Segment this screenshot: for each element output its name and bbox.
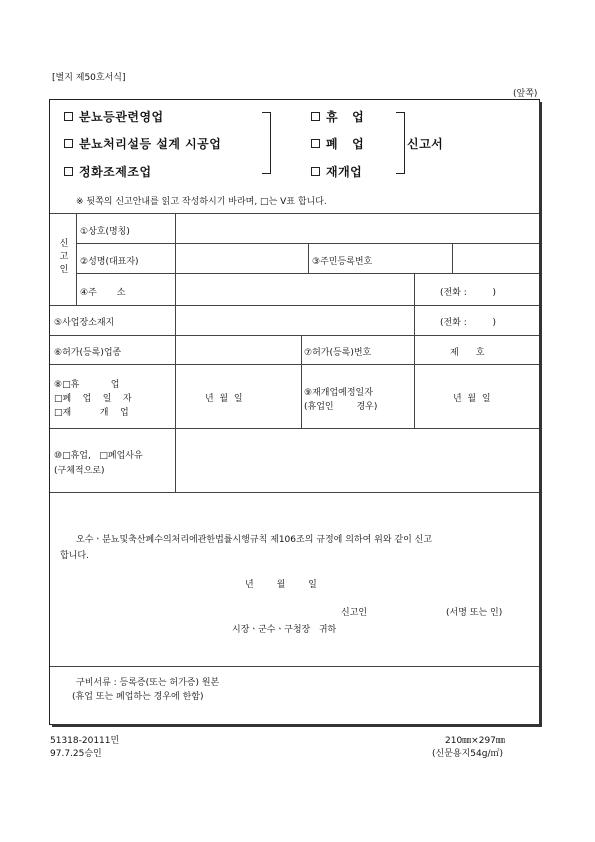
option-close[interactable] bbox=[311, 135, 364, 152]
reason-field[interactable] bbox=[178, 431, 536, 489]
license-type-label: ⑥허가(등록)업종 bbox=[54, 348, 122, 358]
rrn-field[interactable] bbox=[455, 246, 535, 271]
frame-shadow-bottom bbox=[52, 724, 542, 727]
page-side-label: (앞쪽) bbox=[513, 89, 538, 99]
applicant-phone[interactable]: (전화 : ) bbox=[440, 288, 497, 298]
rrn-label: ③주민등록번호 bbox=[312, 257, 373, 267]
checkbox[interactable] bbox=[64, 112, 73, 121]
checkbox[interactable] bbox=[311, 112, 320, 121]
form-title-suffix: 신고서 bbox=[407, 137, 444, 151]
declarant-label: 신고인 bbox=[341, 608, 368, 618]
reason-label: ⑩□휴업, □폐업사유 bbox=[54, 451, 143, 461]
business-phone[interactable]: (전화 : ) bbox=[440, 318, 497, 328]
attachments-note: (휴업 또는 폐업하는 경우에 한함) bbox=[72, 692, 204, 702]
declaration-statement: 오수ㆍ분뇨및축산폐수의처리에관한법률시행규칙 제106조의 규정에 의하여 위와 같이 신고 bbox=[76, 535, 433, 545]
address-label: ④주 소 bbox=[80, 288, 126, 298]
business-location-label: ⑤사업장소재지 bbox=[54, 318, 115, 328]
business-location-field[interactable] bbox=[178, 308, 410, 333]
checkbox[interactable] bbox=[311, 139, 320, 148]
option-suspend[interactable] bbox=[311, 108, 364, 125]
form-code: 51318-20111민 bbox=[50, 736, 120, 746]
license-type-field[interactable] bbox=[178, 338, 298, 362]
status-close-option[interactable]: □폐 업 일 자 bbox=[54, 394, 132, 404]
company-name-field[interactable] bbox=[178, 216, 536, 241]
checkbox[interactable] bbox=[64, 139, 73, 148]
option-label: 분뇨처리설등 설계 시공업 bbox=[79, 137, 222, 151]
paper-spec: (신문용지54g/㎡) bbox=[432, 749, 503, 759]
checkbox[interactable] bbox=[64, 167, 73, 176]
option-treatment-design[interactable] bbox=[64, 135, 221, 152]
option-label: 휴 업 bbox=[326, 110, 365, 124]
form-number: [별지 제50호서식] bbox=[52, 73, 126, 83]
checkbox[interactable] bbox=[311, 167, 320, 176]
representative-label: ②성명(대표자) bbox=[80, 257, 139, 267]
status-reopen-option[interactable]: □재 개 업 bbox=[54, 408, 129, 418]
reopen-date-label: ⑨재개업예정일자 bbox=[304, 388, 373, 398]
reopen-date-sublabel: (휴업인 경우) bbox=[304, 402, 378, 412]
option-label: 재개업 bbox=[326, 165, 363, 179]
attachments-line: 구비서류 : 등록증(또는 허가증) 원본 bbox=[76, 678, 220, 688]
reason-sublabel: (구체적으로) bbox=[54, 466, 105, 476]
option-septic-manufacture[interactable] bbox=[64, 163, 152, 180]
option-label: 분뇨등관련영업 bbox=[79, 110, 164, 124]
license-number-label: ⑦허가(등록)번호 bbox=[304, 348, 372, 358]
recipient-label: 시장ㆍ군수ㆍ구청장 귀하 bbox=[232, 625, 337, 635]
bracket-right bbox=[396, 112, 405, 174]
option-label: 정화조제조업 bbox=[79, 165, 152, 179]
representative-field[interactable] bbox=[178, 246, 304, 271]
frame-shadow-right bbox=[539, 102, 542, 727]
option-reopen[interactable] bbox=[311, 163, 362, 180]
license-number-field[interactable]: 제 호 bbox=[450, 348, 485, 358]
status-date-field[interactable]: 년 월 일 bbox=[205, 394, 243, 404]
declaration-statement-end: 합니다. bbox=[60, 551, 89, 561]
address-field[interactable] bbox=[178, 276, 410, 302]
company-name-label: ①상호(명칭) bbox=[80, 227, 130, 237]
reopen-date-field[interactable]: 년 월 일 bbox=[453, 394, 491, 404]
approval-date: 97.7.25승인 bbox=[50, 749, 102, 759]
applicant-group-label: 신 고 인 bbox=[59, 239, 69, 275]
paper-size: 210㎜×297㎜ bbox=[445, 736, 505, 746]
declaration-date[interactable]: 년 월 일 bbox=[245, 580, 317, 590]
signature-field[interactable]: (서명 또는 인) bbox=[446, 608, 503, 618]
instruction-text: ※ 뒷쪽의 신고안내를 읽고 작성하시기 바라며, □는 V표 합니다. bbox=[76, 197, 327, 207]
option-sewage-business[interactable] bbox=[64, 108, 164, 125]
option-label: 폐 업 bbox=[326, 137, 365, 151]
bracket-left bbox=[262, 112, 271, 174]
status-suspend-option[interactable]: ⑧□휴 업 bbox=[54, 380, 120, 390]
